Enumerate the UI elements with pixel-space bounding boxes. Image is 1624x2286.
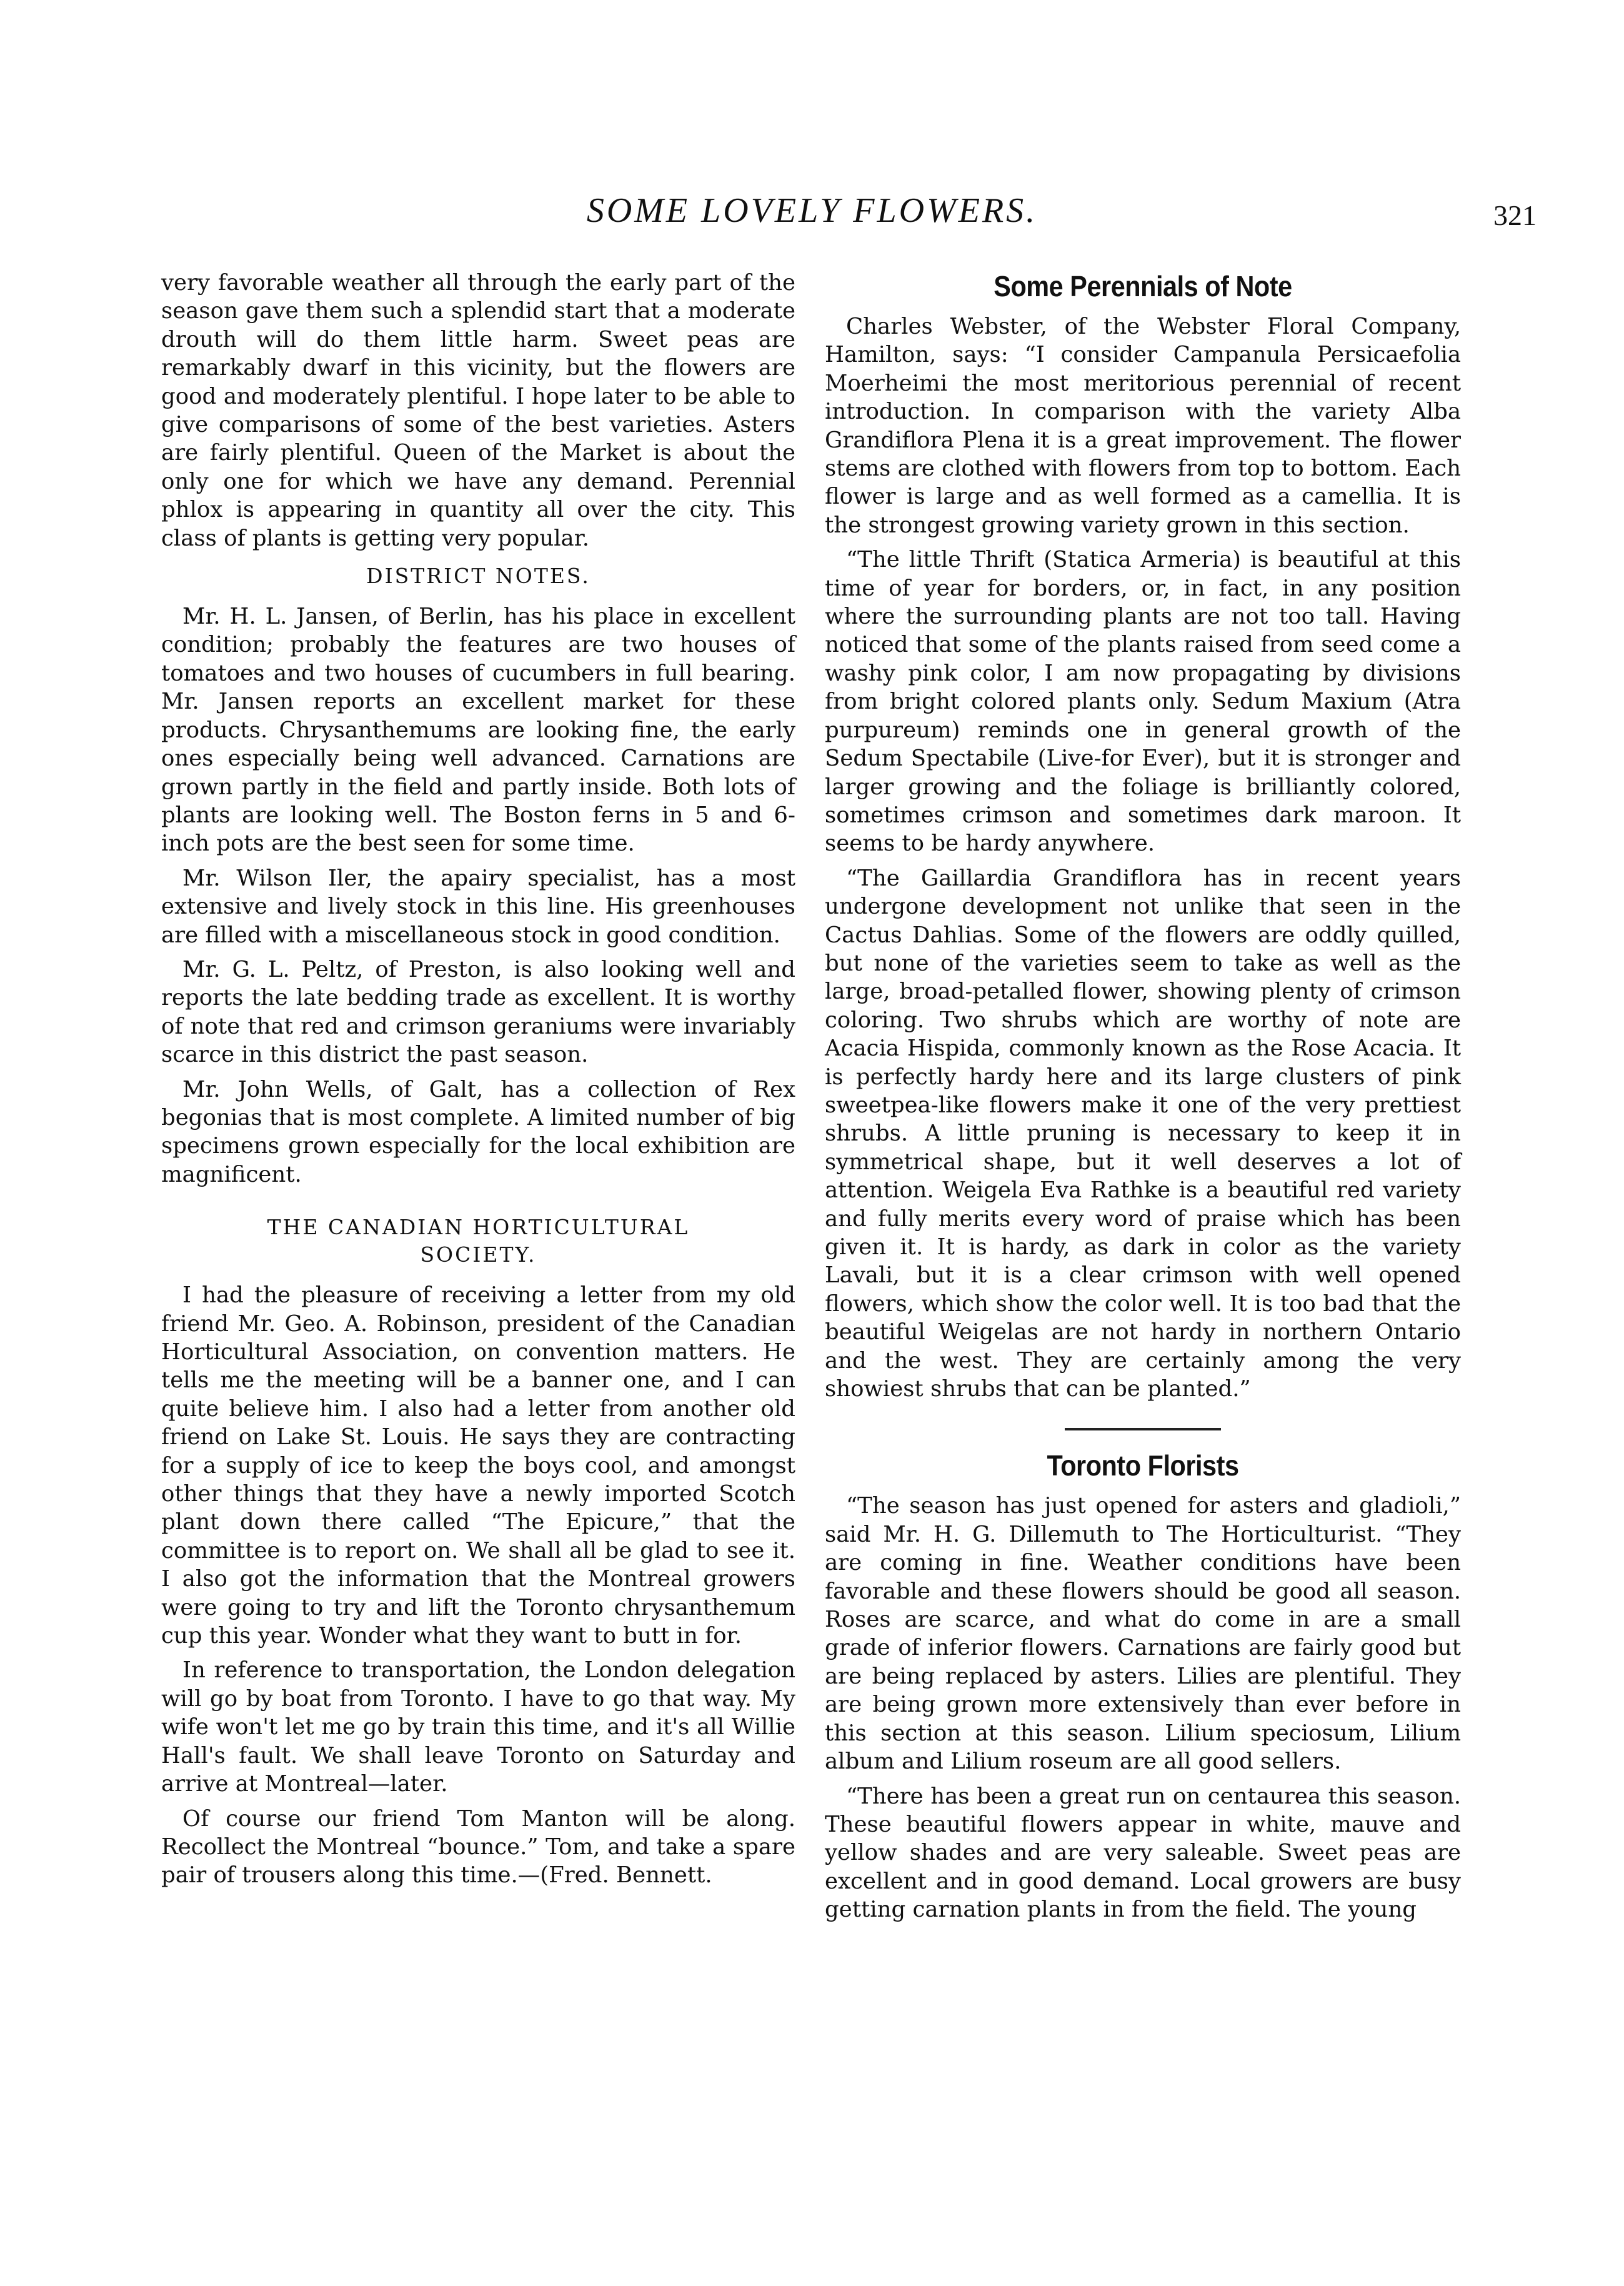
intro-paragraph: very favorable weather all through the early part of the season gave them such a splendid start that a moderate drouth will do them little harm. Sweet peas are remarkably dwarf in this vicinity, but the flowers are good and moderately plentiful. I hope later to be able to give comparisons of some of the best varieties. Asters are fairly plentiful. Queen of the Market is about the only one for which we have any demand. Perennial phlox is appearing in quantity all over the city. This class of plants is getting very popular. <box>161 270 795 551</box>
perennials-paragraph-3: “The Gaillardia Grandiflora has in recent years undergone development not unlike that seen in the Cactus Dahlias. Some of the flowers are oddly quilled, but none of the varieties seem to take as well as the large, broad-petalled flower, showing plenty of crimson coloring. Two shrubs which are worthy of note are Acacia Hispida, commonly known as the Rose Acacia. It is perfectly hardy here and its large clusters of pink sweetpea-like flowers make it one of the very prettiest shrubs. A little pruning is necessary to keep it in symmetrical shape, but it well deserves a lot of attention. Weigela Eva Rathke is a beautiful red variety and fully merits every word of praise which has been given it. It is hardy, as dark in color as the variety Lavali, but it is a clear crimson with well opened flowers, which show the color well. It is too bad that the beautiful Weigelas are not hardy in northern Ontario and the west. They are certainly among the very showiest shrubs that can be planted.” <box>825 865 1461 1402</box>
running-title: SOME LOVELY FLOWERS. <box>586 191 1038 230</box>
society-heading-line-1: THE CANADIAN HORTICULTURAL <box>267 1215 690 1240</box>
society-paragraph-3: Of course our friend Tom Manton will be along. Recollect the Montreal “bounce.” Tom, and take a spare pair of trousers along this time.—(Fred. Bennett. <box>161 1805 795 1889</box>
district-paragraph-4: Mr. John Wells, of Galt, has a collection of Rex begonias that is most complete. A limited number of big specimens grown especially for the local exhibition are magnificent. <box>161 1076 795 1187</box>
society-heading-line-2: SOCIETY. <box>420 1242 537 1267</box>
perennials-title: Some Perennials of Note <box>994 270 1292 302</box>
left-column <box>161 269 795 1896</box>
district-paragraph-2: Mr. Wilson Iler, the apairy specialist, has a most extensive and lively stock in this line. His greenhouses are filled with a miscellaneous stock in good condition. <box>161 865 795 948</box>
society-paragraph-2: In reference to transportation, the London delegation will go by boat from Toronto. I have to go that way. My wife won't let me go by train this time, and it's all Willie Hall's fault. We shall leave Toronto on Saturday and arrive at Montreal—later. <box>161 1657 795 1797</box>
district-paragraph-1: Mr. H. L. Jansen, of Berlin, has his place in excellent condition; probably the features are two houses of tomatoes and two houses of cucumbers in full bearing. Mr. Jansen reports an excellent market for these products. Chrysanthemums are looking fine, the early ones especially being well advanced. Carnations are grown partly in the field and partly inside. Both lots of plants are looking well. The Boston ferns in 5 and 6-inch pots are the best seen for some time. <box>161 604 795 857</box>
section-divider <box>1065 1428 1221 1430</box>
perennials-paragraph-1: Charles Webster, of the Webster Floral Company, Hamilton, says: “I consider Campanula Persicaefolia Moerheimi the most meritorious perennial of recent introduction. In comparison with the variety Alba Grandiflora Plena it is a great improvement. The flower stems are clothed with flowers from top to bottom. Each flower is large and as well formed as a camellia. It is the strongest growing variety grown in this section. <box>825 314 1461 538</box>
society-heading <box>161 1214 795 1269</box>
toronto-paragraph-2: “There has been a great run on centaurea this season. These beautiful flowers appear in white, mauve and yellow shades and are very saleable. Sweet peas are excellent and in good demand. Local growers are busy getting carnation plants in from the field. The young <box>825 1783 1461 1923</box>
toronto-florists-title: Toronto Florists <box>1047 1449 1239 1482</box>
toronto-paragraph-1: “The season has just opened for asters and gladioli,” said Mr. H. G. Dillemuth to The Horticulturist. “They are coming in fine. Weather conditions have been favorable and these flowers should be good all season. Roses are scarce, and what do come in are a small grade of inferior flowers. Carnations are fairly good but are being replaced by asters. Lilies are plentiful. They are being grown more extensively than ever before in this section at this season. Lilium speciosum, Lilium album and Lilium roseum are all good sellers. <box>825 1493 1461 1775</box>
society-paragraph-1: I had the pleasure of receiving a letter from my old friend Mr. Geo. A. Robinson, president of the Canadian Horticultural Association, on convention matters. He tells me the meeting will be a banner one, and I can quite believe him. I also had a letter from another old friend on Lake St. Louis. He says they are contracting for a supply of ice to keep the boys cool, and amongst other things that they have a newly imported Scotch plant down there called “The Epicure,” that the committee is to report on. We shall all be glad to see it. I also got the information that the Montreal growers were going to try and lift the Toronto chrysanthemum cup this year. Wonder what they want to butt in for. <box>161 1282 795 1649</box>
page-number: 321 <box>1493 199 1537 231</box>
district-notes-heading: DISTRICT NOTES. <box>366 564 590 589</box>
perennials-paragraph-2: “The little Thrift (Statica Armeria) is beautiful at this time of year for borders, or, in fact, in any position where the surrounding plants are not too tall. Having noticed that some of the plants raised from seed come a washy pink color, I am now propagating by divisions from bright colored plants only. Sedum Maxium (Atra purpureum) reminds one in general growth of the Sedum Spectabile (Live-for Ever), but it is stronger and larger growing and the foliage is brilliantly colored, sometimes crimson and sometimes dark maroon. It seems to be hardy anywhere. <box>825 547 1461 857</box>
right-column <box>825 269 1461 1930</box>
district-paragraph-3: Mr. G. L. Peltz, of Preston, is also looking well and reports the late bedding trade as excellent. It is worthy of note that red and crimson geraniums were invariably scarce in this district the past season. <box>161 956 795 1068</box>
